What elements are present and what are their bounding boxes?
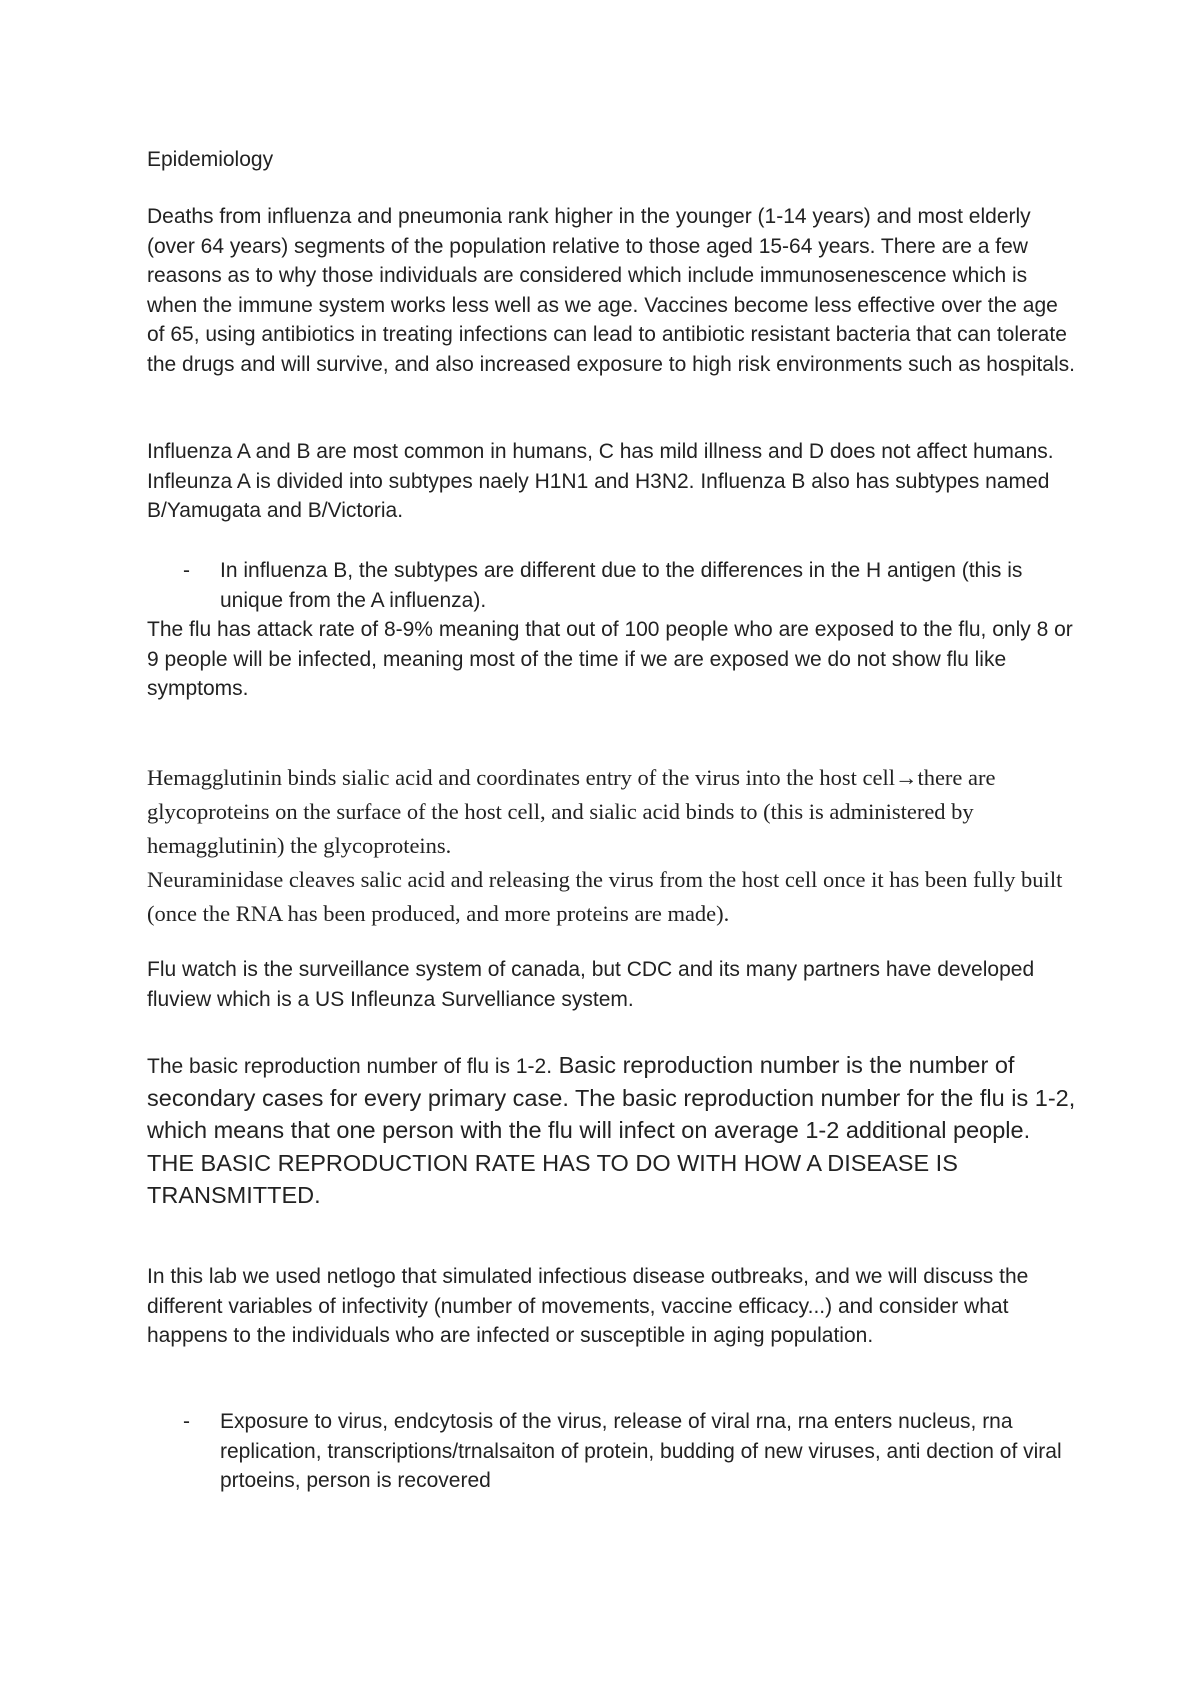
paragraph-netlogo-lab: In this lab we used netlogo that simulated infectious disease outbreaks, and we will discuss the different variables of infectivity (number of movements, vaccine efficacy...) and consider what happens to the individuals who are infected or susceptible in aging population. xyxy=(147,1265,1029,1347)
section-heading: Epidemiology xyxy=(147,148,274,171)
paragraph-deaths: Deaths from influenza and pneumonia rank higher in the younger (1-14 years) and most elderly (over 64 years) segments of the population relative to those aged 15-64 years. There are a few reasons as to why those individuals are considered which include immunosenescence which is when the immune system works less well as we age. Vaccines become less effective over the age of 65, using antibiotics in treating infections can lead to antibiotic resistant bacteria that can tolerate the drugs and will survive, and also increased exposure to high risk environments such as hospitals. xyxy=(147,205,1075,376)
paragraph-reproduction-number xyxy=(147,1049,1077,1212)
reproduction-rest: Basic reproduction number is the number of secondary cases for every primary case. The basic reproduction number for the flu is 1-2, which means that one person with the flu will infect on average 1-2 additional people. THE BASIC REPRODUCTION RATE HAS TO DO WITH HOW A DISEASE IS TRANSMITTED. xyxy=(147,1052,1076,1208)
bullet-dash: - xyxy=(183,1410,190,1433)
bullet-dash: - xyxy=(183,559,190,582)
list-item-text: Exposure to virus, endcytosis of the virus, release of viral rna, rna enters nucleus, rna replication, transcriptions/trnalsaiton of protein, budding of new viruses, anti dection of viral prtoeins, person is recovered xyxy=(220,1410,1062,1492)
paragraph-influenza-types: Influenza A and B are most common in humans, C has mild illness and D does not affect humans. Infleunza A is divided into subtypes naely H1N1 and H3N2. Influenza B also has subtypes named B/Yamugata and B/Victoria. xyxy=(147,440,1054,522)
reproduction-lead: The basic reproduction number of flu is 1-2. xyxy=(147,1055,553,1078)
paragraph-attack-rate: The flu has attack rate of 8-9% meaning that out of 100 people who are exposed to the flu, only 8 or 9 people will be infected, meaning most of the time if we are exposed we do not show flu like symptoms. xyxy=(147,618,1073,700)
list-item-text: In influenza B, the subtypes are different due to the differences in the H antigen (this is unique from the A influenza). xyxy=(220,559,1023,612)
paragraph-neuraminidase: Neuraminidase cleaves salic acid and releasing the virus from the host cell once it has been fully built (once the RNA has been produced, and more proteins are made). xyxy=(147,867,1063,926)
paragraph-surveillance: Flu watch is the surveillance system of canada, but CDC and its many partners have developed fluview which is a US Infleunza Survelliance system. xyxy=(147,958,1035,1011)
paragraph-hemagglutinin: Hemagglutinin binds sialic acid and coordinates entry of the virus into the host cell→there are glycoproteins on the surface of the host cell, and sialic acid binds to (this is administered by hemagglutinin) the glycoproteins. xyxy=(147,765,996,858)
